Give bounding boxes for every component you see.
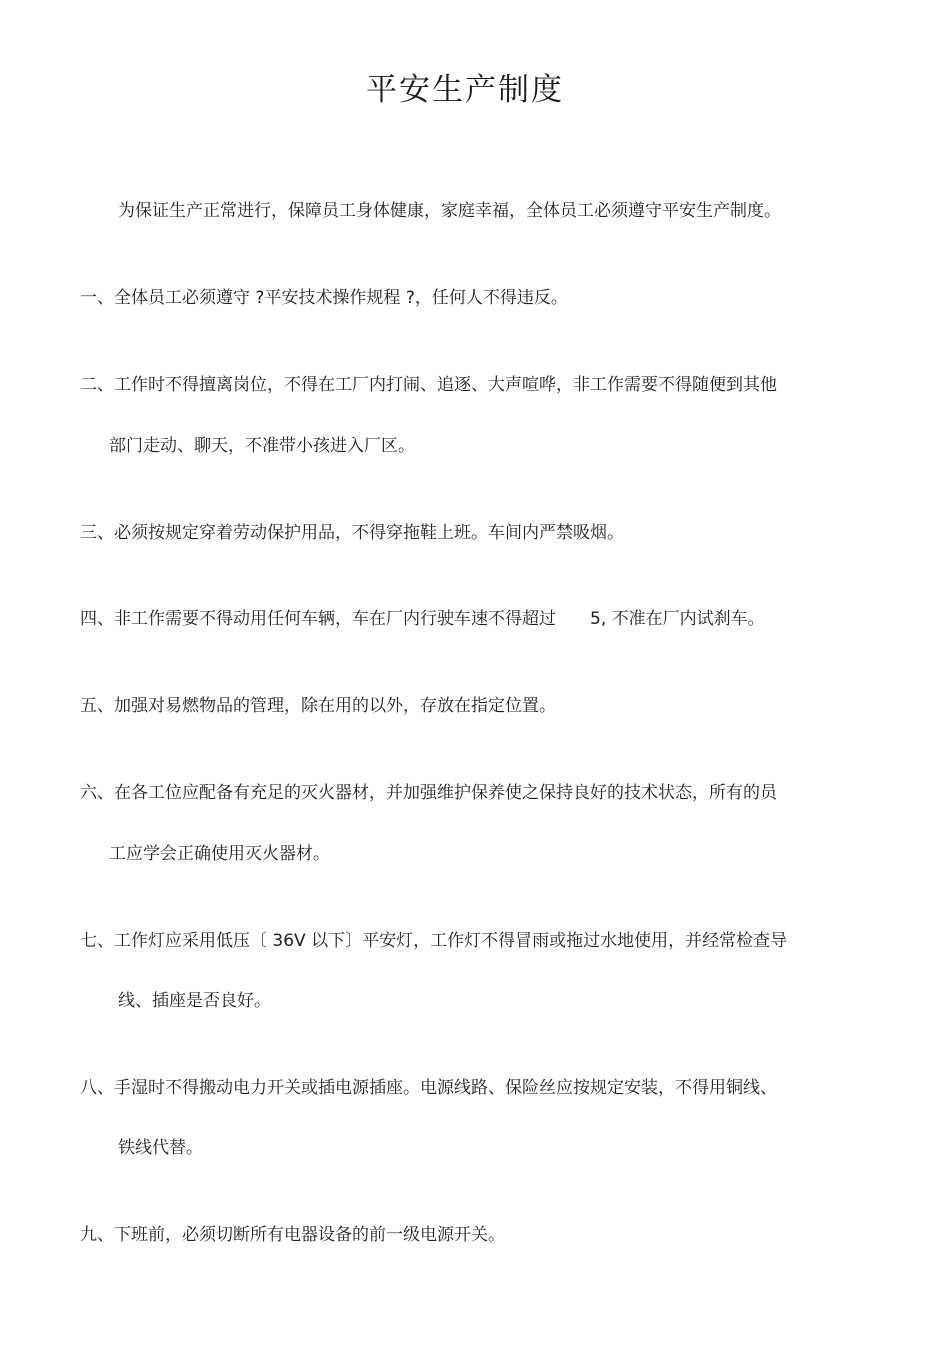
- rule-6-line-2: 工应学会正确使用灭火器材。: [109, 844, 330, 864]
- rule-7-line-1: 七、工作灯应采用低压〔 36V 以下〕平安灯，工作灯不得冒雨或拖过水地使用，并经常检查导: [80, 931, 788, 951]
- rule-2-line-1: 二、工作时不得擅离岗位，不得在工厂内打闹、追逐、大声喧哗，非工作需要不得随便到其他: [80, 375, 777, 395]
- rule-8-line-1: 八、手湿时不得搬动电力开关或插电源插座。电源线路、保险丝应按规定安装，不得用铜线、: [80, 1078, 777, 1098]
- rule-5: 五、加强对易燃物品的管理，除在用的以外，存放在指定位置。: [80, 696, 556, 716]
- intro-paragraph: 为保证生产正常进行，保障员工身体健康，家庭幸福，全体员工必须遵守平安生产制度。: [118, 201, 781, 221]
- rule-6-line-1: 六、在各工位应配备有充足的灭火器材，并加强维护保养使之保持良好的技术状态，所有的员: [80, 783, 777, 803]
- rule-9: 九、下班前，必须切断所有电器设备的前一级电源开关。: [80, 1225, 505, 1245]
- rule-4: 四、非工作需要不得动用任何车辆，车在厂内行驶车速不得超过 5, 不准在厂内试刹车。: [80, 609, 765, 629]
- rule-7-line-2: 线、插座是否良好。: [118, 991, 271, 1011]
- rule-3: 三、必须按规定穿着劳动保护用品，不得穿拖鞋上班。车间内严禁吸烟。: [80, 523, 624, 543]
- rule-1: 一、全体员工必须遵守 ?平安技术操作规程 ?，任何人不得违反。: [80, 288, 568, 308]
- document-title: 平安生产制度: [366, 72, 564, 108]
- rule-2-line-2: 部门走动、聊天，不准带小孩进入厂区。: [109, 436, 415, 456]
- rule-8-line-2: 铁线代替。: [118, 1138, 203, 1158]
